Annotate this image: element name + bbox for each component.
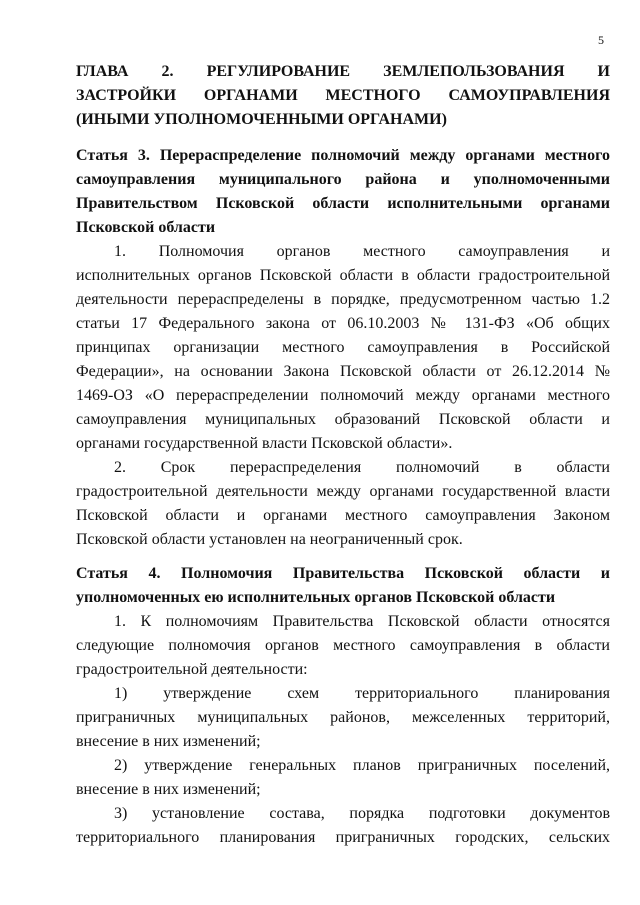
paragraph-line: 1469-ОЗ «О перераспределении полномочий между органами местного <box>76 387 610 404</box>
chapter-heading-line: ГЛАВА 2. РЕГУЛИРОВАНИЕ ЗЕМЛЕПОЛЬЗОВАНИЯ И <box>76 63 610 80</box>
chapter-heading-line: ЗАСТРОЙКИ ОРГАНАМИ МЕСТНОГО САМОУПРАВЛЕНИЯ <box>76 87 610 104</box>
list-item-line: 2) утверждение генеральных планов приграничных поселений, <box>114 757 610 774</box>
list-item-line: внесение в них изменений; <box>76 733 261 750</box>
paragraph-line: исполнительных органов Псковской области в области градостроительной <box>76 267 610 284</box>
article-4-title <box>76 562 610 610</box>
paragraph-line: принципах организации местного самоуправления в Российской <box>76 339 610 356</box>
paragraph-line: градостроительной деятельности: <box>76 661 308 678</box>
list-item-line: внесение в них изменений; <box>76 781 261 798</box>
paragraph-line: Федерации», на основании Закона Псковской области от 26.12.2014 № <box>76 363 610 380</box>
article-3-title <box>76 144 610 240</box>
paragraph-line: Псковской области установлен на неограниченный срок. <box>76 531 463 548</box>
paragraph-line: Псковской области и органами местного самоуправления Законом <box>76 507 610 524</box>
chapter-heading-line: (ИНЫМИ УПОЛНОМОЧЕННЫМИ ОРГАНАМИ) <box>76 111 447 128</box>
article-title-line: Правительством Псковской области исполнительными органами <box>76 195 610 212</box>
article-3-paragraph-1 <box>76 240 610 456</box>
paragraph-line: самоуправления муниципальных образований Псковской области и <box>76 411 610 428</box>
list-item-line: территориального планирования приграничных городских, сельских <box>76 829 610 846</box>
list-item-2 <box>76 754 610 802</box>
article-title-line: Псковской области <box>76 219 216 236</box>
paragraph-line: 1. Полномочия органов местного самоуправления и <box>114 243 610 260</box>
article-title-line: уполномоченных ею исполнительных органов Псковской области <box>76 589 556 606</box>
chapter-heading <box>76 60 610 132</box>
paragraph-line: градостроительной деятельности между органами государственной власти <box>76 483 610 500</box>
article-title-line: Статья 3. Перераспределение полномочий между органами местного <box>76 147 610 164</box>
paragraph-line: следующие полномочия органов местного самоуправления в области <box>76 637 610 654</box>
list-item-1 <box>76 682 610 754</box>
page-number: 5 <box>598 33 604 47</box>
list-item-line: 3) установление состава, порядка подготовки документов <box>114 805 610 822</box>
list-item-3 <box>76 802 610 850</box>
list-item-line: 1) утверждение схем территориального планирования <box>114 685 610 702</box>
paragraph-line: деятельности перераспределены в порядке, предусмотренном частью 1.2 <box>76 291 610 308</box>
paragraph-line: 1. К полномочиям Правительства Псковской области относятся <box>114 613 610 630</box>
article-title-line: самоуправления муниципального района и уполномоченными <box>76 171 610 188</box>
paragraph-line: статьи 17 Федерального закона от 06.10.2003 № 131-ФЗ «Об общих <box>76 315 610 332</box>
paragraph-line: органами государственной власти Псковской области». <box>76 435 453 452</box>
article-title-line: Статья 4. Полномочия Правительства Псковской области и <box>76 565 610 582</box>
article-4-paragraph-1 <box>76 610 610 682</box>
list-item-line: приграничных муниципальных районов, межселенных территорий, <box>76 709 610 726</box>
article-3-paragraph-2 <box>76 456 610 552</box>
document-body <box>76 60 610 850</box>
paragraph-line: 2. Срок перераспределения полномочий в области <box>114 459 610 476</box>
